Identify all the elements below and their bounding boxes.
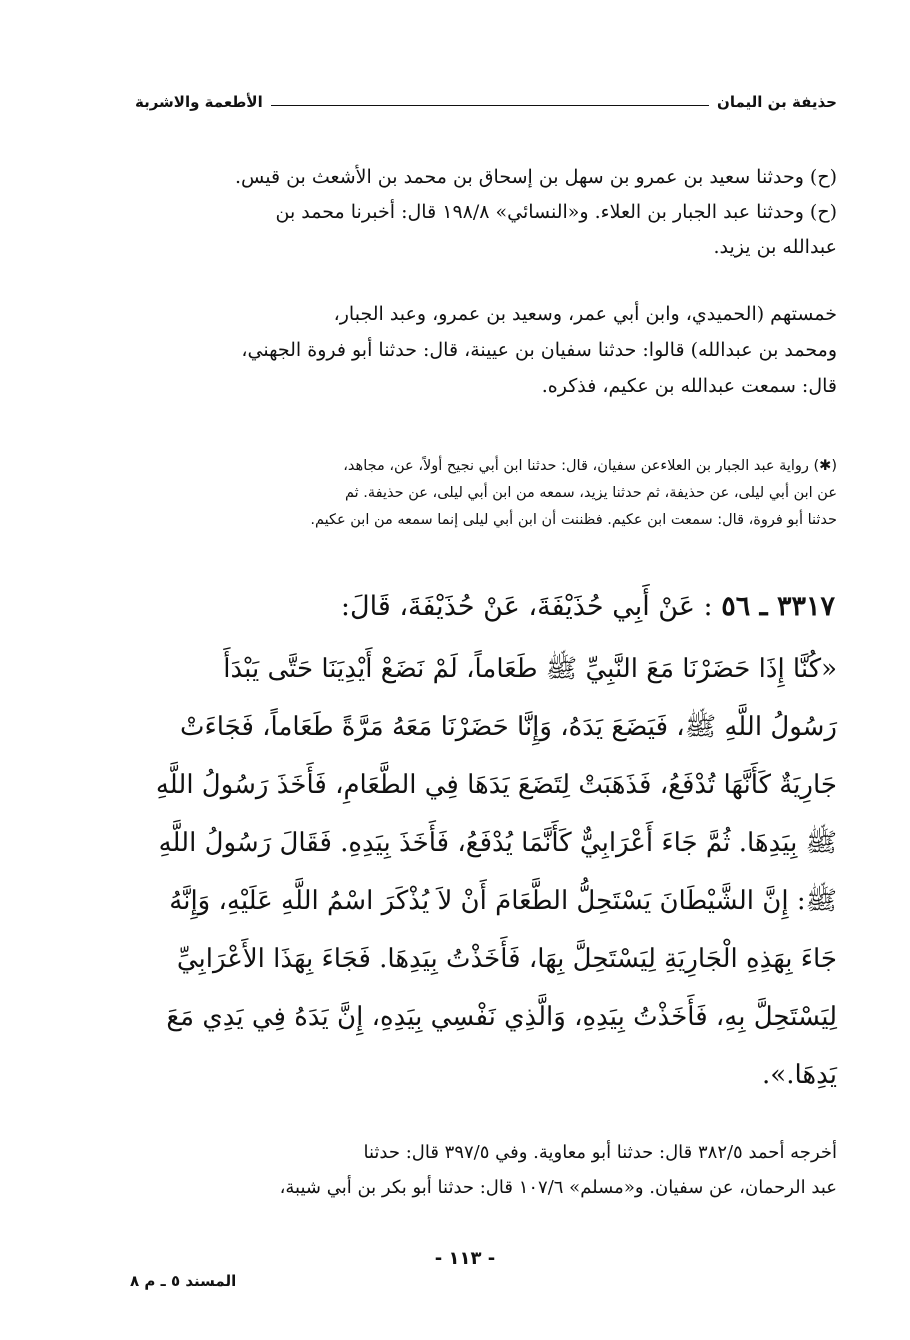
page-number: - ١١٣ -	[434, 1248, 496, 1269]
header-left-title: الأطعمة والاشربة	[135, 93, 263, 111]
footnote-line: عن ابن أبي ليلى، عن حذيفة، ثم حدثنا يزيد، سمعه من ابن أبي ليلى، عن حذيفة. ثم	[344, 485, 837, 501]
hadith-heading	[200, 585, 835, 629]
hadith-line: ﷺ: إِنَّ الشَّيْطَانَ يَسْتَحِلُّ الطَّعَامَ أَنْ لاَ يُذْكَرَ اسْمُ اللَّهِ عَلَيْهِ، وَإِنَّهُ	[169, 886, 837, 916]
takhrij-paragraph	[135, 1135, 837, 1205]
chain-line: ومحمد بن عبدالله) قالوا: حدثنا سفيان بن عيينة، قال: حدثنا أبو فروة الجهني،	[241, 339, 837, 361]
hadith-line: جَارِيَةٌ كَأَنَّهَا تُدْفَعُ، فَذَهَبَتْ لِتَضَعَ يَدَهَا فِي الطَّعَامِ، فَأَخَذَ رَسُولُ اللَّهِ	[155, 770, 837, 800]
hadith-line: «كُنَّا إِذَا حَضَرْنَا مَعَ النَّبِيِّ ﷺ طَعَاماً، لَمْ نَضَعْ أَيْدِيَنَا حَتَّى يَبْدَأَ	[223, 654, 837, 684]
chain-paragraph	[135, 296, 837, 404]
printer-signature: المسند ٥ ـ م ٨	[130, 1272, 237, 1290]
hadith-line: جَاءَ بِهَذِهِ الْجَارِيَةِ لِيَسْتَحِلَّ بِهَا، فَأَخَذْتُ بِيَدِهَا. فَجَاءَ بِهَذَا الأَعْرَابِيِّ	[176, 944, 837, 974]
isnad-paragraph	[135, 160, 837, 265]
takhrij-line: أخرجه أحمد ٣٨٢/٥ قال: حدثنا أبو معاوية. وفي ٣٩٧/٥ قال: حدثنا	[363, 1142, 837, 1163]
footnote-line: (✱) رواية عبد الجبار بن العلاءعن سفيان، قال: حدثنا ابن أبي نجيح أولاً، عن، مجاهد،	[343, 458, 837, 474]
chain-line: خمستهم (الحميدي، وابن أبي عمر، وسعيد بن عمرو، وعبد الجبار،	[333, 303, 837, 325]
hadith-text	[135, 640, 837, 1104]
takhrij-line: عبد الرحمان، عن سفيان. و«مسلم» ١٠٧/٦ قال: حدثنا أبو بكر بن أبي شيبة،	[279, 1177, 837, 1198]
hadith-line: رَسُولُ اللَّهِ ﷺ، فَيَضَعَ يَدَهُ، وَإِنَّا حَضَرْنَا مَعَهُ مَرَّةً طَعَاماً، فَجَاءَتْ	[180, 712, 837, 742]
hadith-line: ﷺ بِيَدِهَا. ثُمَّ جَاءَ أَعْرَابِيٌّ كَأَنَّمَا يُدْفَعُ، فَأَخَذَ بِيَدِهِ. فَقَالَ رَسُولُ اللَّهِ	[158, 828, 837, 858]
chain-line: قال: سمعت عبدالله بن عكيم، فذكره.	[541, 375, 837, 397]
hadith-number: ٣٣١٧ ـ ٥٦	[721, 591, 835, 622]
hadith-line: لِيَسْتَحِلَّ بِهِ، فَأَخَذْتُ بِيَدِهِ، وَالَّذِي نَفْسِي بِيَدِهِ، إِنَّ يَدَهُ فِي يَدِي مَعَ	[166, 1002, 837, 1032]
isnad-line: عبدالله بن يزيد.	[713, 236, 837, 258]
running-header	[135, 90, 837, 114]
hadith-line: يَدِهَا.».	[762, 1060, 837, 1090]
header-rule	[271, 105, 709, 106]
isnad-line: (ح) وحدثنا سعيد بن عمرو بن سهل بن إسحاق بن محمد بن الأشعث بن قيس.	[234, 166, 837, 188]
hadith-heading-text: : عَنْ أَبِي حُذَيْفَةَ، عَنْ حُذَيْفَةَ، قَالَ:	[340, 591, 713, 622]
isnad-line: (ح) وحدثنا عبد الجبار بن العلاء. و«النسائي» ١٩٨/٨ قال: أخبرنا محمد بن	[275, 201, 837, 223]
header-right-title: حذيفة بن اليمان	[717, 93, 837, 111]
footnote-line: حدثنا أبو فروة، قال: سمعت ابن عكيم. فظننت أن ابن أبي ليلى إنما سمعه من ابن عكيم.	[310, 512, 837, 528]
footnote	[135, 453, 837, 534]
